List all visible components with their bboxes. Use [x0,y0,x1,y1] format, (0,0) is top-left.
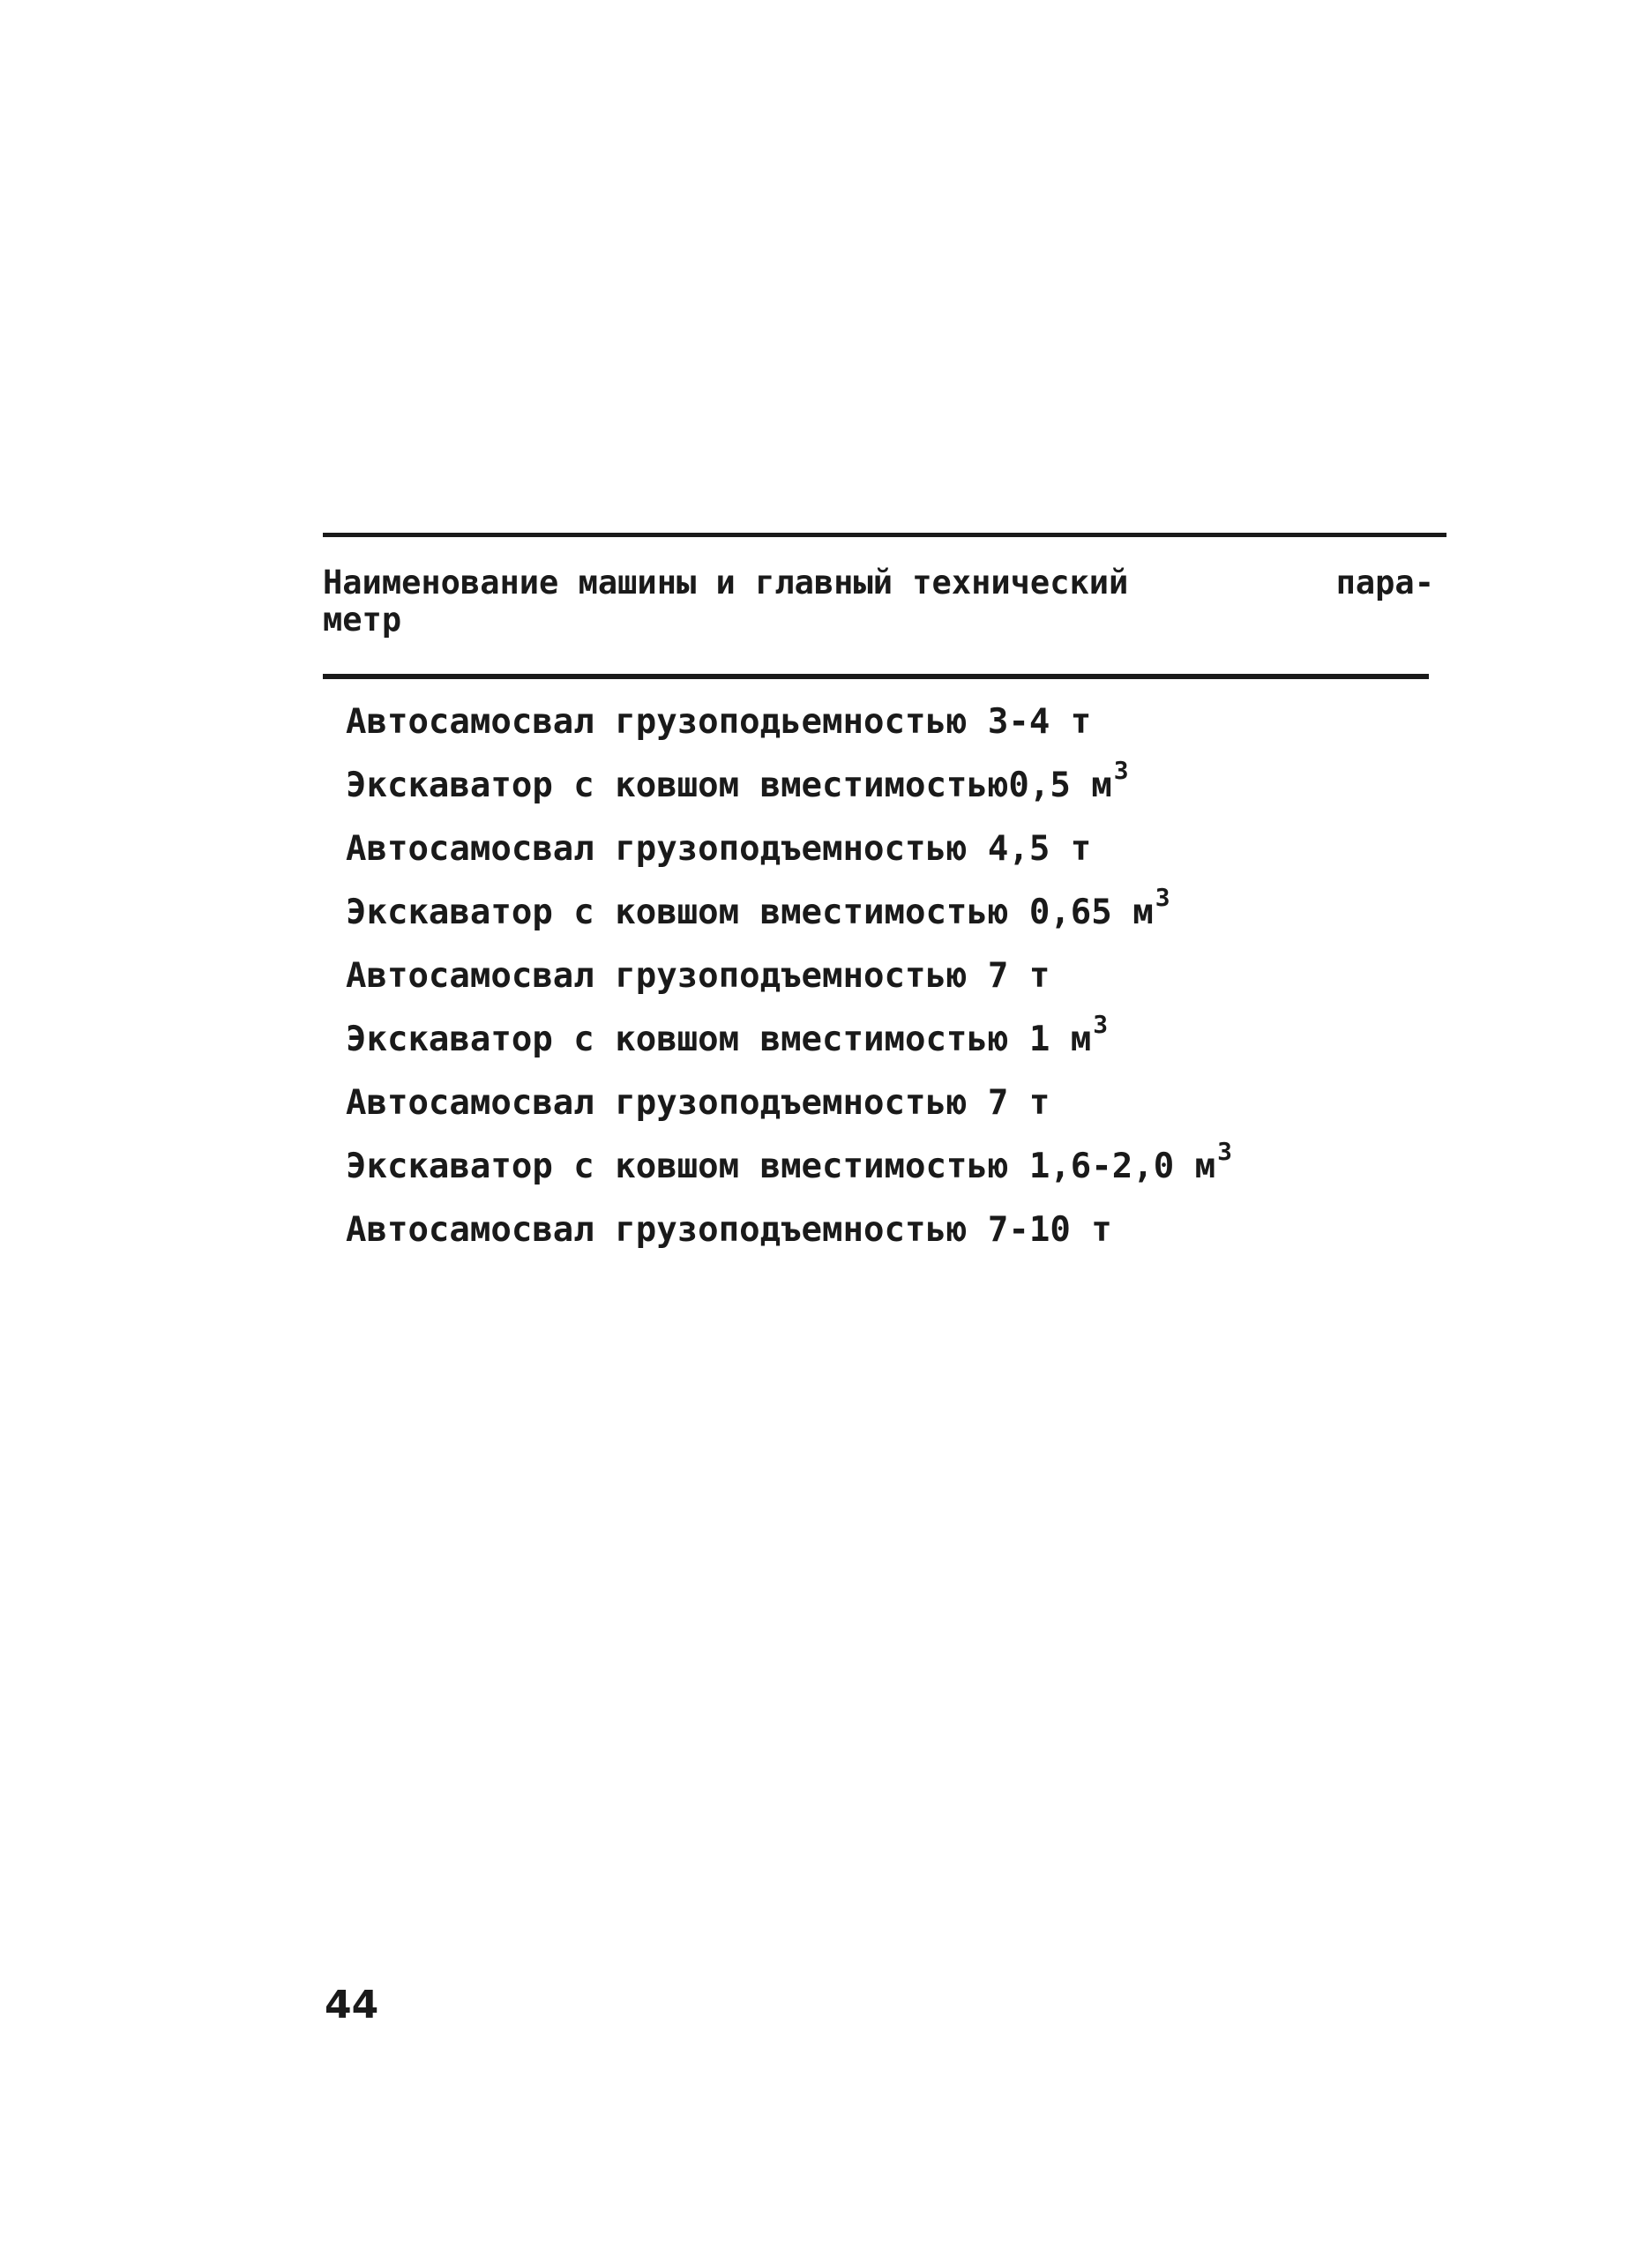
list-item: Экскаватор с ковшом вместимостью0,5 $м^3$ [346,756,1129,805]
list-item: Экскаватор с ковшом вместимостью 1,6-2,0 $м^3$ [346,1137,1233,1186]
table-header-hyphenated-word: пара- [1335,564,1434,602]
list-item: Автосамосвал грузоподъемностью 7 т [346,1083,1050,1123]
table-header-rule [323,674,1429,679]
list-item: Экскаватор с ковшом вместимостью 0,65 $м^3$ [346,883,1170,932]
list-item: Автосамосвал грузоподъемностью 7-10 т [346,1210,1112,1250]
machine-list [346,681,1404,1252]
list-item: Экскаватор с ковшом вместимостью 1 $м^3$ [346,1010,1109,1059]
list-item: Автосамосвал грузоподъемностью 4,5 т [346,829,1092,869]
table-top-rule [323,533,1446,537]
table-header-line2: метр [323,601,402,639]
list-item: Автосамосвал грузоподъемностью 7 т [346,956,1050,996]
list-item: Автосамосвал грузоподьемностью 3-4 т [346,702,1092,742]
table-header [323,564,1434,639]
table-header-line1 [323,564,1434,602]
page-number: 44 [325,1983,379,2028]
table-header-text: Наименование машины и главный технический [323,564,1129,602]
